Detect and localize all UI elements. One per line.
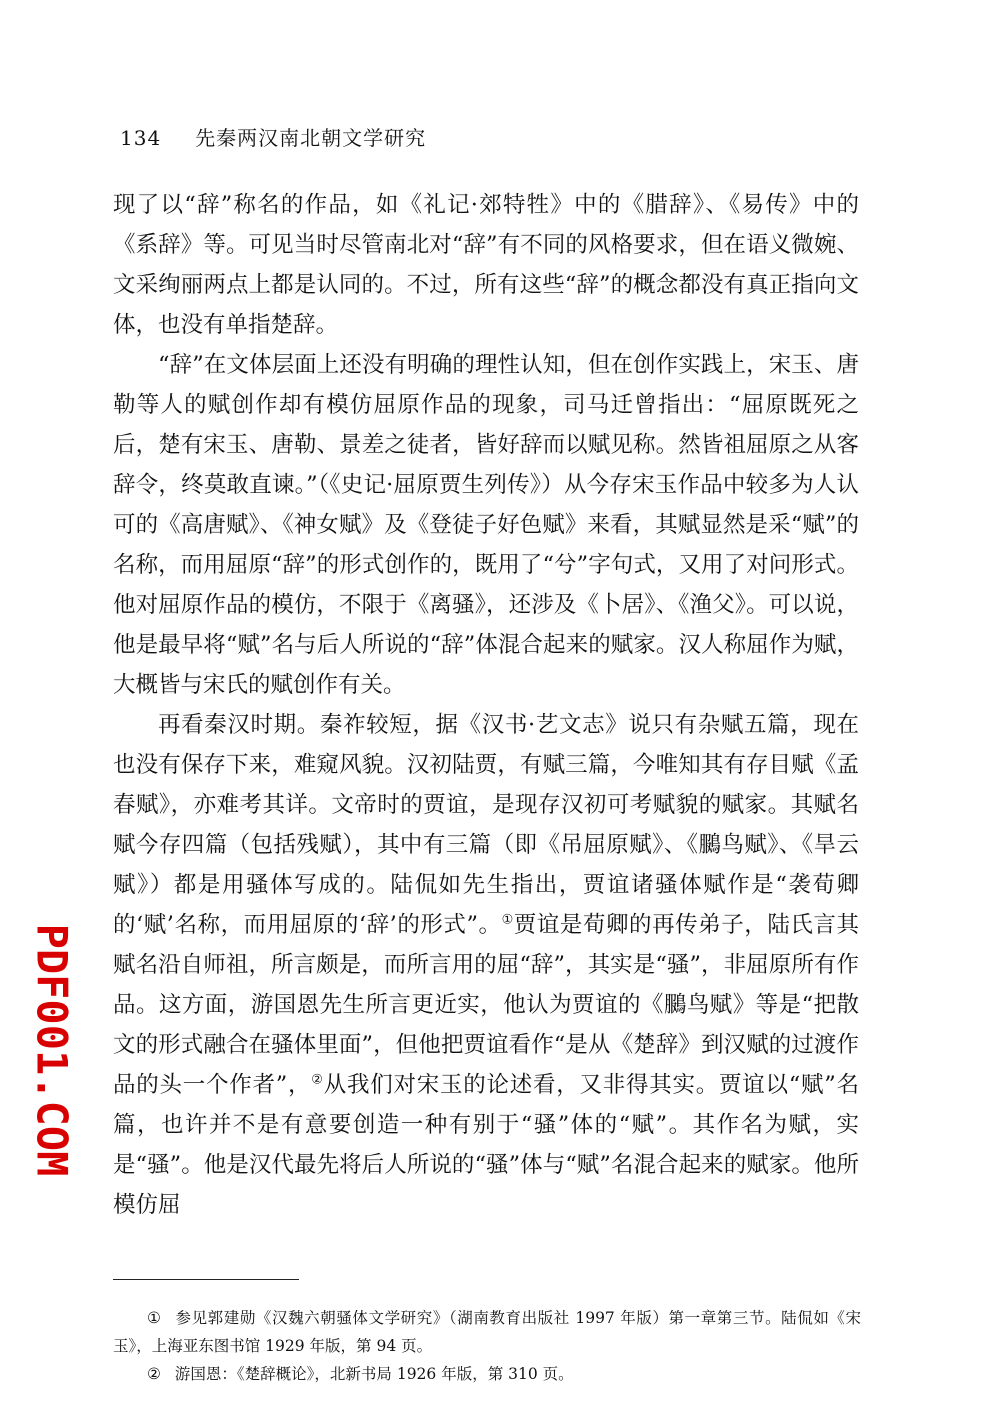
paragraph-1: 现了以“辞”称名的作品，如《礼记·郊特牲》中的《腊辞》、《易传》中的《系辞》等。可见当时尽管南北对“辞”有不同的风格要求，但在语义微婉、文采绚丽两点上都是认同的。不过，所有这些“辞”的概念都没有真正指向文体，也没有单指楚辞。 <box>113 192 859 338</box>
paragraph-3-part-3: 从我们对宋玉的论述看，又非得其实。贾谊以“赋”名篇，也许并不是有意要创造一种有别于“骚”体的“赋”。其作名为赋，实是“骚”。他是汉代最先将后人所说的“骚”体与“赋”名混合起来的赋家。他所模仿屈 <box>113 1072 859 1218</box>
paragraph-3-part-2: 贾谊是荀卿的再传弟子，陆氏言其赋名沿自师祖，所言颇是，而所言用的屈“辞”，其实是“骚”，非屈原所有作品。这方面，游国恩先生所言更近实，他认为贾谊的《鵩鸟赋》等是“把散文的形式融合在骚体里面”，但他把贾谊看作“是从《楚辞》到汉赋的过渡作品的头一个作者”， <box>113 912 859 1098</box>
footnote-2-mark: ② <box>147 1365 161 1383</box>
footnote-2 <box>113 1360 861 1388</box>
footnote-2-text: 游国恩：《楚辞概论》，北新书局 1926 年版，第 310 页。 <box>174 1365 574 1383</box>
footnote-ref-1[interactable]: ① <box>501 912 514 928</box>
paragraph-3 <box>113 705 859 1225</box>
body-text <box>113 185 859 1225</box>
watermark <box>27 923 77 1177</box>
running-head <box>120 122 426 151</box>
footnote-1-text: 参见郭建勋《汉魏六朝骚体文学研究》（湖南教育出版社 1997 年版）第一章第三节。陆侃如《宋玉》，上海亚东图书馆 1929 年版，第 94 页。 <box>113 1309 861 1355</box>
footnote-divider <box>113 1279 299 1280</box>
footnote-ref-2[interactable]: ② <box>311 1072 324 1088</box>
footnotes <box>113 1304 861 1388</box>
footnote-1 <box>113 1304 861 1360</box>
paragraph-2: “辞”在文体层面上还没有明确的理性认知，但在创作实践上，宋玉、唐勒等人的赋创作却有模仿屈原作品的现象，司马迁曾指出：“屈原既死之后，楚有宋玉、唐勒、景差之徒者，皆好辞而以赋见称。然皆祖屈原之从客辞令，终莫敢直谏。”（《史记·屈原贾生列传》）从今存宋玉作品中较多为人认可的《高唐赋》、《神女赋》及《登徒子好色赋》来看，其赋显然是采“赋”的名称，而用屈原“辞”的形式创作的，既用了“兮”字句式，又用了对问形式。他对屈原作品的模仿，不限于《离骚》，还涉及《卜居》、《渔父》。可以说，他是最早将“赋”名与后人所说的“辞”体混合起来的赋家。汉人称屈作为赋，大概皆与宋氏的赋创作有关。 <box>113 352 859 698</box>
book-title: 先秦两汉南北朝文学研究 <box>195 126 427 150</box>
paragraph-3-part-1: 再看秦汉时期。秦祚较短，据《汉书·艺文志》说只有杂赋五篇，现在也没有保存下来，难窥风貌。汉初陆贾，有赋三篇，今唯知其有存目赋《孟春赋》，亦难考其详。文帝时的贾谊，是现存汉初可考赋貌的赋家。其赋名赋今存四篇（包括残赋），其中有三篇（即《吊屈原赋》、《鵩鸟赋》、《旱云赋》）都是用骚体写成的。陆侃如先生指出，贾谊诸骚体赋作是“袭荀卿的‘赋’名称，而用屈原的‘辞’的形式”。 <box>113 712 859 938</box>
footnote-1-mark: ① <box>147 1309 162 1327</box>
watermark-text: PDF001.COM <box>27 923 77 1177</box>
page-number: 134 <box>120 126 162 150</box>
